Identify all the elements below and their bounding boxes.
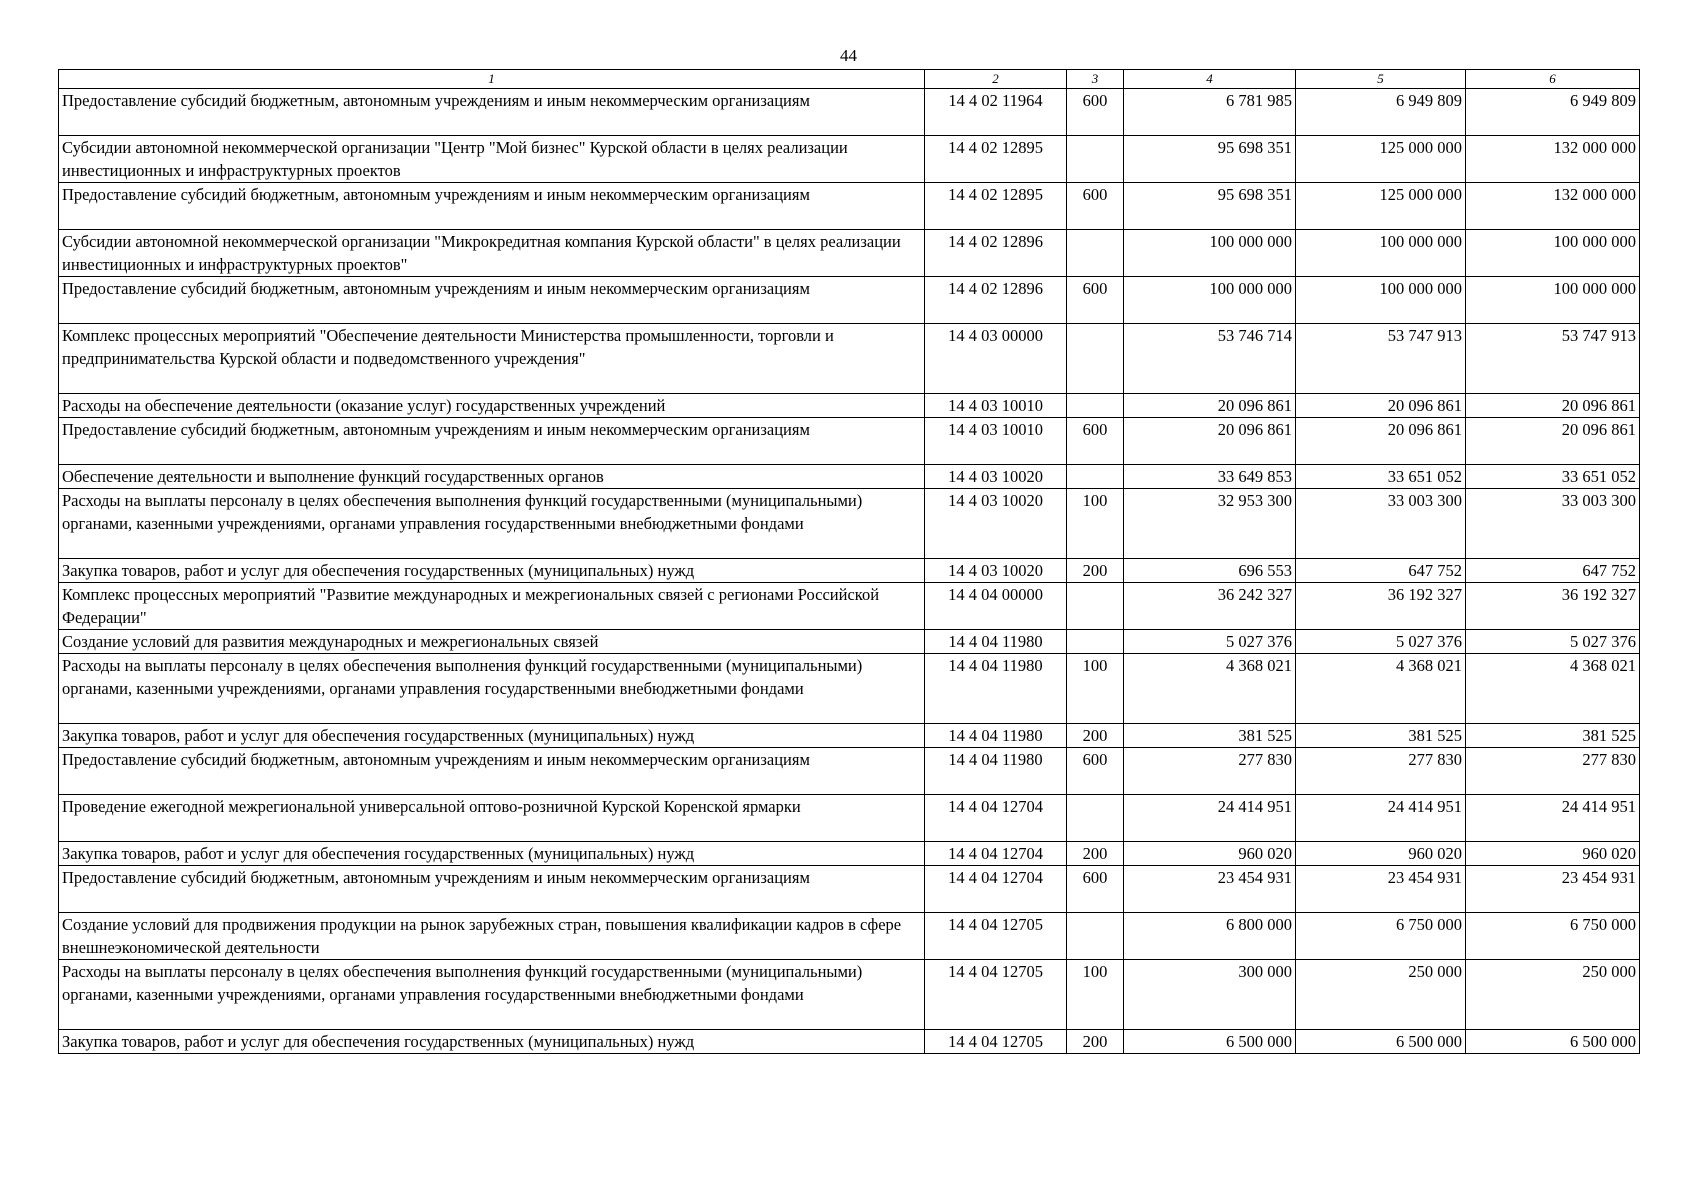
row-amount-1-cell: 36 242 327 — [1124, 583, 1296, 630]
row-kvr-cell: 600 — [1067, 748, 1124, 795]
row-code-cell: 14 4 03 10020 — [925, 559, 1067, 583]
table-row — [59, 394, 1640, 418]
row-amount-3-cell: 53 747 913 — [1466, 324, 1640, 394]
row-kvr-cell: 100 — [1067, 489, 1124, 559]
table-row — [59, 136, 1640, 183]
table-row — [59, 1030, 1640, 1054]
table-row — [59, 630, 1640, 654]
row-kvr-cell — [1067, 795, 1124, 842]
row-amount-1-cell: 95 698 351 — [1124, 183, 1296, 230]
table-row — [59, 489, 1640, 559]
row-amount-2-cell: 647 752 — [1296, 559, 1466, 583]
row-amount-1-cell: 23 454 931 — [1124, 866, 1296, 913]
row-code-cell: 14 4 03 10010 — [925, 418, 1067, 465]
row-kvr-cell — [1067, 913, 1124, 960]
row-name-cell: Предоставление субсидий бюджетным, автономным учреждениям и иным некоммерческим организациям — [59, 866, 925, 913]
row-amount-1-cell: 20 096 861 — [1124, 394, 1296, 418]
row-code-cell: 14 4 04 12704 — [925, 866, 1067, 913]
row-code-cell: 14 4 02 12896 — [925, 230, 1067, 277]
row-amount-1-cell: 6 781 985 — [1124, 89, 1296, 136]
row-kvr-cell — [1067, 583, 1124, 630]
row-kvr-cell — [1067, 465, 1124, 489]
row-amount-2-cell: 33 003 300 — [1296, 489, 1466, 559]
table-row — [59, 230, 1640, 277]
row-amount-3-cell: 33 651 052 — [1466, 465, 1640, 489]
row-kvr-cell: 600 — [1067, 89, 1124, 136]
header-col-2: 2 — [925, 70, 1067, 89]
row-amount-3-cell: 132 000 000 — [1466, 136, 1640, 183]
row-amount-1-cell: 960 020 — [1124, 842, 1296, 866]
row-amount-2-cell: 250 000 — [1296, 960, 1466, 1030]
row-code-cell: 14 4 02 12895 — [925, 136, 1067, 183]
row-amount-2-cell: 277 830 — [1296, 748, 1466, 795]
table-row — [59, 418, 1640, 465]
header-col-4: 4 — [1124, 70, 1296, 89]
table-row — [59, 465, 1640, 489]
row-amount-3-cell: 5 027 376 — [1466, 630, 1640, 654]
row-name-cell: Расходы на выплаты персоналу в целях обеспечения выполнения функций государственными (муниципальными) органами, казенными учреждениями, органами управления государственными внебюджетными фондами — [59, 489, 925, 559]
table-row — [59, 866, 1640, 913]
row-kvr-cell: 100 — [1067, 960, 1124, 1030]
table-row — [59, 559, 1640, 583]
row-amount-3-cell: 647 752 — [1466, 559, 1640, 583]
row-code-cell: 14 4 04 11980 — [925, 654, 1067, 724]
row-amount-2-cell: 6 500 000 — [1296, 1030, 1466, 1054]
row-kvr-cell: 600 — [1067, 277, 1124, 324]
row-name-cell: Предоставление субсидий бюджетным, автономным учреждениям и иным некоммерческим организациям — [59, 418, 925, 465]
row-name-cell: Субсидии автономной некоммерческой организации "Центр "Мой бизнес" Курской области в целях реализации инвестиционных и инфраструктурных проектов — [59, 136, 925, 183]
row-name-cell: Предоставление субсидий бюджетным, автономным учреждениям и иным некоммерческим организациям — [59, 277, 925, 324]
row-amount-2-cell: 960 020 — [1296, 842, 1466, 866]
row-name-cell: Расходы на обеспечение деятельности (оказание услуг) государственных учреждений — [59, 394, 925, 418]
table-row — [59, 89, 1640, 136]
row-amount-2-cell: 125 000 000 — [1296, 183, 1466, 230]
row-amount-2-cell: 36 192 327 — [1296, 583, 1466, 630]
row-code-cell: 14 4 03 10010 — [925, 394, 1067, 418]
row-code-cell: 14 4 04 11980 — [925, 630, 1067, 654]
row-name-cell: Расходы на выплаты персоналу в целях обеспечения выполнения функций государственными (муниципальными) органами, казенными учреждениями, органами управления государственными внебюджетными фондами — [59, 960, 925, 1030]
row-amount-1-cell: 53 746 714 — [1124, 324, 1296, 394]
row-name-cell: Субсидии автономной некоммерческой организации "Микрокредитная компания Курской области" в целях реализации инвестиционных и инфраструктурных проектов" — [59, 230, 925, 277]
row-code-cell: 14 4 03 10020 — [925, 465, 1067, 489]
header-row — [59, 70, 1640, 89]
row-name-cell: Закупка товаров, работ и услуг для обеспечения государственных (муниципальных) нужд — [59, 842, 925, 866]
header-col-3: 3 — [1067, 70, 1124, 89]
row-kvr-cell — [1067, 230, 1124, 277]
row-amount-1-cell: 6 800 000 — [1124, 913, 1296, 960]
row-name-cell: Обеспечение деятельности и выполнение функций государственных органов — [59, 465, 925, 489]
row-amount-3-cell: 277 830 — [1466, 748, 1640, 795]
row-kvr-cell: 200 — [1067, 842, 1124, 866]
table-row — [59, 183, 1640, 230]
row-name-cell: Закупка товаров, работ и услуг для обеспечения государственных (муниципальных) нужд — [59, 1030, 925, 1054]
row-amount-1-cell: 696 553 — [1124, 559, 1296, 583]
row-amount-2-cell: 381 525 — [1296, 724, 1466, 748]
row-code-cell: 14 4 03 00000 — [925, 324, 1067, 394]
row-amount-2-cell: 20 096 861 — [1296, 394, 1466, 418]
table-row — [59, 795, 1640, 842]
row-name-cell: Проведение ежегодной межрегиональной универсальной оптово-розничной Курской Коренской ярмарки — [59, 795, 925, 842]
row-amount-1-cell: 95 698 351 — [1124, 136, 1296, 183]
row-amount-3-cell: 6 949 809 — [1466, 89, 1640, 136]
row-code-cell: 14 4 04 12704 — [925, 795, 1067, 842]
row-amount-1-cell: 100 000 000 — [1124, 230, 1296, 277]
row-name-cell: Комплекс процессных мероприятий "Развитие международных и межрегиональных связей с регионами Российской Федерации" — [59, 583, 925, 630]
row-name-cell: Комплекс процессных мероприятий "Обеспечение деятельности Министерства промышленности, торговли и предпринимательства Курской области и подведомственного учреждения" — [59, 324, 925, 394]
row-amount-2-cell: 6 949 809 — [1296, 89, 1466, 136]
row-kvr-cell: 100 — [1067, 654, 1124, 724]
table-row — [59, 842, 1640, 866]
row-amount-3-cell: 23 454 931 — [1466, 866, 1640, 913]
row-amount-3-cell: 250 000 — [1466, 960, 1640, 1030]
row-amount-1-cell: 20 096 861 — [1124, 418, 1296, 465]
row-amount-3-cell: 20 096 861 — [1466, 418, 1640, 465]
header-col-6: 6 — [1466, 70, 1640, 89]
header-col-5: 5 — [1296, 70, 1466, 89]
row-code-cell: 14 4 04 11980 — [925, 724, 1067, 748]
row-kvr-cell — [1067, 630, 1124, 654]
row-kvr-cell: 600 — [1067, 418, 1124, 465]
row-name-cell: Предоставление субсидий бюджетным, автономным учреждениям и иным некоммерческим организациям — [59, 89, 925, 136]
row-amount-1-cell: 381 525 — [1124, 724, 1296, 748]
row-amount-2-cell: 100 000 000 — [1296, 230, 1466, 277]
row-amount-2-cell: 5 027 376 — [1296, 630, 1466, 654]
row-amount-1-cell: 32 953 300 — [1124, 489, 1296, 559]
table-row — [59, 724, 1640, 748]
row-amount-3-cell: 6 750 000 — [1466, 913, 1640, 960]
row-kvr-cell — [1067, 394, 1124, 418]
row-kvr-cell: 200 — [1067, 559, 1124, 583]
row-code-cell: 14 4 04 11980 — [925, 748, 1067, 795]
row-code-cell: 14 4 04 12704 — [925, 842, 1067, 866]
row-kvr-cell: 600 — [1067, 183, 1124, 230]
row-amount-3-cell: 100 000 000 — [1466, 277, 1640, 324]
row-name-cell: Предоставление субсидий бюджетным, автономным учреждениям и иным некоммерческим организациям — [59, 183, 925, 230]
row-amount-2-cell: 33 651 052 — [1296, 465, 1466, 489]
row-code-cell: 14 4 04 12705 — [925, 1030, 1067, 1054]
budget-table — [58, 69, 1640, 1054]
row-kvr-cell: 200 — [1067, 1030, 1124, 1054]
row-amount-2-cell: 6 750 000 — [1296, 913, 1466, 960]
row-kvr-cell — [1067, 136, 1124, 183]
row-name-cell: Создание условий для развития международных и межрегиональных связей — [59, 630, 925, 654]
row-amount-1-cell: 300 000 — [1124, 960, 1296, 1030]
table-row — [59, 324, 1640, 394]
page-number: 44 — [840, 46, 857, 65]
header-col-1: 1 — [59, 70, 925, 89]
row-name-cell: Закупка товаров, работ и услуг для обеспечения государственных (муниципальных) нужд — [59, 724, 925, 748]
row-code-cell: 14 4 03 10020 — [925, 489, 1067, 559]
row-amount-3-cell: 36 192 327 — [1466, 583, 1640, 630]
row-code-cell: 14 4 04 12705 — [925, 960, 1067, 1030]
table-body — [59, 89, 1640, 1054]
row-amount-1-cell: 4 368 021 — [1124, 654, 1296, 724]
row-amount-3-cell: 6 500 000 — [1466, 1030, 1640, 1054]
row-amount-1-cell: 100 000 000 — [1124, 277, 1296, 324]
row-amount-1-cell: 24 414 951 — [1124, 795, 1296, 842]
row-amount-1-cell: 6 500 000 — [1124, 1030, 1296, 1054]
row-code-cell: 14 4 04 00000 — [925, 583, 1067, 630]
row-amount-3-cell: 4 368 021 — [1466, 654, 1640, 724]
row-name-cell: Предоставление субсидий бюджетным, автономным учреждениям и иным некоммерческим организациям — [59, 748, 925, 795]
row-code-cell: 14 4 04 12705 — [925, 913, 1067, 960]
row-amount-2-cell: 53 747 913 — [1296, 324, 1466, 394]
row-amount-3-cell: 132 000 000 — [1466, 183, 1640, 230]
row-amount-3-cell: 24 414 951 — [1466, 795, 1640, 842]
row-kvr-cell: 200 — [1067, 724, 1124, 748]
row-name-cell: Расходы на выплаты персоналу в целях обеспечения выполнения функций государственными (муниципальными) органами, казенными учреждениями, органами управления государственными внебюджетными фондами — [59, 654, 925, 724]
table-header — [59, 70, 1640, 89]
table-row — [59, 654, 1640, 724]
row-amount-2-cell: 23 454 931 — [1296, 866, 1466, 913]
table-row — [59, 277, 1640, 324]
row-amount-1-cell: 5 027 376 — [1124, 630, 1296, 654]
row-code-cell: 14 4 02 12895 — [925, 183, 1067, 230]
table-row — [59, 748, 1640, 795]
row-kvr-cell — [1067, 324, 1124, 394]
row-amount-2-cell: 100 000 000 — [1296, 277, 1466, 324]
row-kvr-cell: 600 — [1067, 866, 1124, 913]
table-row — [59, 960, 1640, 1030]
row-name-cell: Закупка товаров, работ и услуг для обеспечения государственных (муниципальных) нужд — [59, 559, 925, 583]
row-amount-3-cell: 33 003 300 — [1466, 489, 1640, 559]
table-row — [59, 913, 1640, 960]
row-amount-3-cell: 20 096 861 — [1466, 394, 1640, 418]
row-amount-3-cell: 960 020 — [1466, 842, 1640, 866]
row-amount-3-cell: 381 525 — [1466, 724, 1640, 748]
row-code-cell: 14 4 02 11964 — [925, 89, 1067, 136]
row-amount-2-cell: 20 096 861 — [1296, 418, 1466, 465]
row-amount-3-cell: 100 000 000 — [1466, 230, 1640, 277]
table-row — [59, 583, 1640, 630]
row-amount-1-cell: 277 830 — [1124, 748, 1296, 795]
row-amount-2-cell: 125 000 000 — [1296, 136, 1466, 183]
row-amount-1-cell: 33 649 853 — [1124, 465, 1296, 489]
row-name-cell: Создание условий для продвижения продукции на рынок зарубежных стран, повышения квалификации кадров в сфере внешнеэкономической деятельности — [59, 913, 925, 960]
row-amount-2-cell: 24 414 951 — [1296, 795, 1466, 842]
row-amount-2-cell: 4 368 021 — [1296, 654, 1466, 724]
row-code-cell: 14 4 02 12896 — [925, 277, 1067, 324]
